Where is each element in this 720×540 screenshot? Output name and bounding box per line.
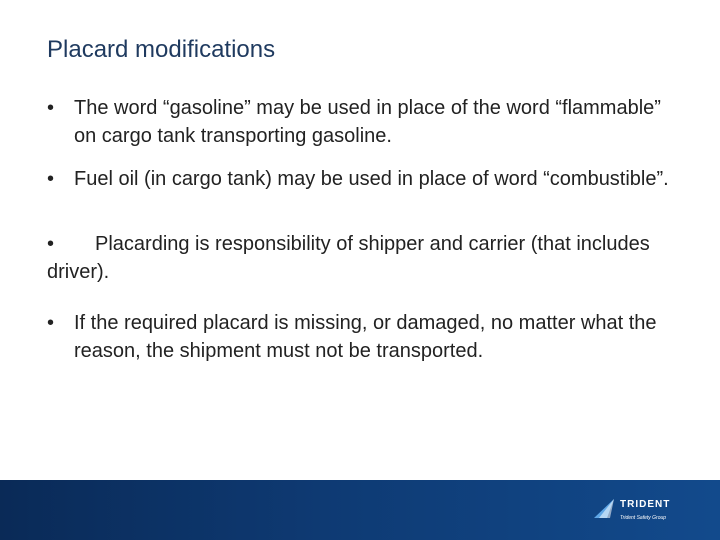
logo-name: TRIDENT [620,499,671,510]
slide-title: Placard modifications [47,36,276,63]
bullet-item [47,309,677,365]
company-logo [592,494,692,526]
bullet-item [47,94,677,150]
bullet-text: If the required placard is missing, or damaged, no matter what the reason, the shipment must not be transported. [74,312,657,362]
bullet-text: The word “gasoline” may be used in place of the word “flammable” on cargo tank transporting gasoline. [74,97,661,147]
bullet-item [47,165,677,193]
logo-tagline: Trident Safety Group [620,515,667,521]
bullet-text: Fuel oil (in cargo tank) may be used in place of word “combustible”. [74,168,669,190]
trident-triangle-logo-icon [592,496,618,522]
bullet-marker: • [47,97,55,119]
bullet-item [47,230,677,286]
bullet-marker: • [47,233,55,255]
bullet-marker: • [47,312,55,334]
bullet-text: Placarding is responsibility of shipper and carrier (that includes driver). [47,233,650,283]
bullet-marker: • [47,168,55,190]
